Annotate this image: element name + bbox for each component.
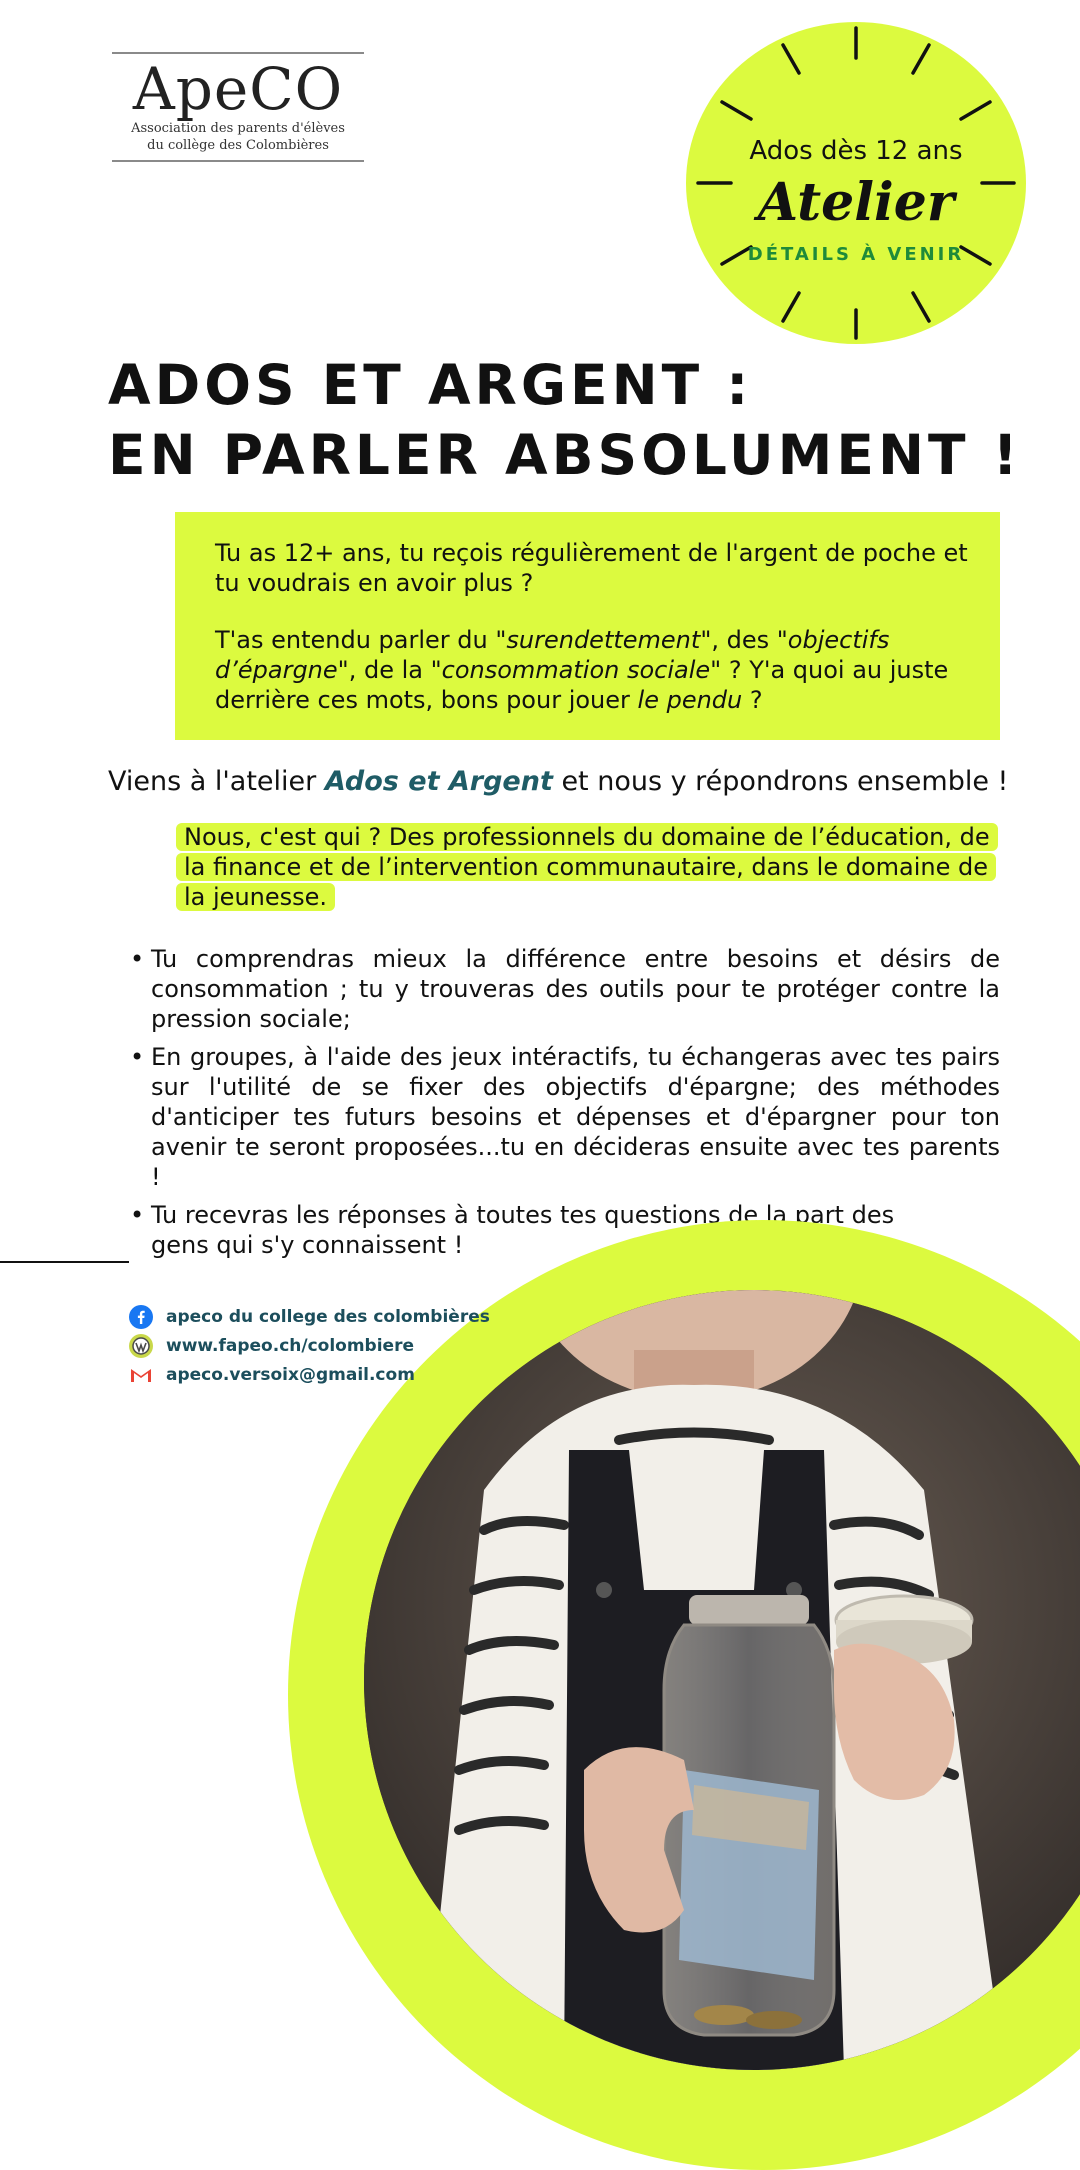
invite-accent: Ados et Argent [324,766,553,797]
logo-subtitle-line2: du collège des Colombières [147,138,329,153]
title-line2: EN PARLER ABSOLUMENT ! [108,423,1022,487]
who-text: Nous, c'est qui ? Des professionnels du domaine de l’éducation, de la finance et de l’intervention communautaire, dans le domaine de la jeunesse. [176,823,998,911]
intro-term-surendettement: surendettement [506,626,701,654]
intro-text: ", de la " [337,656,442,684]
who-box [176,822,1006,912]
intro-term-pendu: le pendu [637,686,743,714]
apeco-logo [112,52,364,162]
wordpress-icon [128,1333,154,1359]
intro-text: ", des " [700,626,788,654]
list-item: • Tu recevras les réponses à toutes tes questions de la part des gens qui s'y connaissent ! [120,1200,951,1260]
logo-subtitle-line1: Association des parents d'élèves [131,121,345,136]
badge-details: DÉTAILS À VENIR [747,244,965,265]
intro-term-objectifs: objectifs d’épargne [215,626,890,684]
intro-text: ? [742,686,763,714]
list-item: • En groupes, à l'aide des jeux intéractifs, tu échangeras avec tes pairs sur l'utilité de se fixer des objectifs d'épargne; des méthodes d'anticiper tes futurs besoins et dépenses et d'épargner pour ton avenir te seront proposées...tu en décideras ensuite avec tes parents ! [120,1042,1000,1192]
logo-bottom-rule [112,160,364,162]
contact-website-text: www.fapeo.ch/colombiere [166,1335,414,1356]
page-title [108,350,1068,490]
gmail-icon [128,1362,154,1388]
contact-list [128,1302,490,1389]
title-line1: ADOS ET ARGENT : [108,353,753,417]
badge-word: Atelier [757,172,955,233]
logo-name: ApeCO [132,55,344,123]
divider-line [0,1261,129,1263]
facebook-icon [128,1304,154,1330]
invite-text-before: Viens à l'atelier [108,766,325,797]
contact-facebook[interactable] [128,1302,490,1331]
invite-text-after: et nous y répondrons ensemble ! [552,766,1009,797]
intro-box [175,512,1000,740]
logo-top-rule [112,52,364,54]
intro-text: ? Y'a quoi au juste derrière ces mots, bons pour jouer [215,656,949,714]
invitation-line [108,764,1068,800]
intro-paragraph-2 [215,625,975,715]
contact-email[interactable] [128,1360,490,1389]
bullet-list [120,944,1000,1268]
contact-website[interactable] [128,1331,490,1360]
list-item: • Tu comprendras mieux la différence entre besoins et désirs de consommation ; tu y trouveras des outils pour te protéger contre la pression sociale; [120,944,1000,1034]
badge-ages: Ados dès 12 ans [749,136,963,166]
intro-term-consommation: consommation sociale" [441,656,722,684]
intro-text: T'as entendu parler du " [215,626,507,654]
intro-paragraph-1: Tu as 12+ ans, tu reçois régulièrement de l'argent de poche et tu voudrais en avoir plus ? [215,539,968,597]
atelier-badge [686,22,1026,344]
contact-email-text: apeco.versoix@gmail.com [166,1364,415,1385]
contact-facebook-text: apeco du college des colombières [166,1306,490,1327]
